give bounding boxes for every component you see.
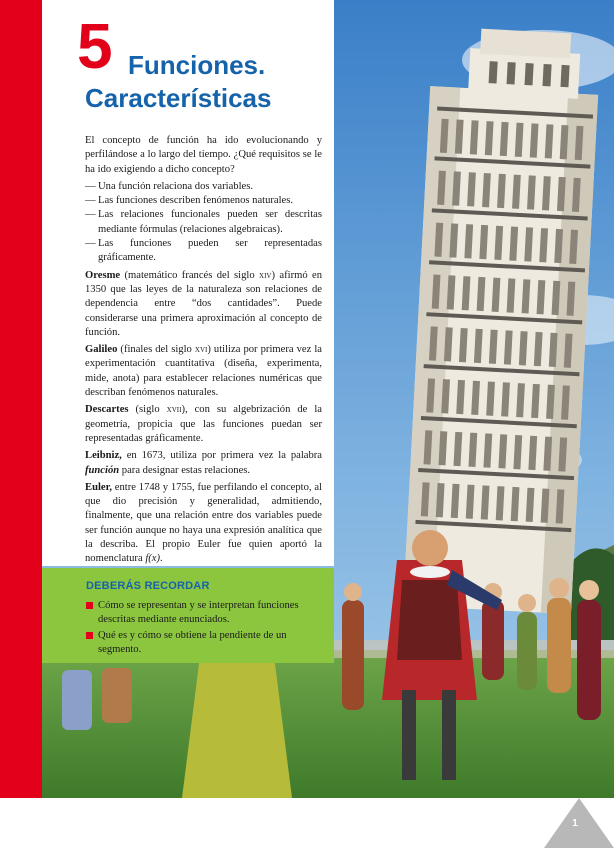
- list-item: — Las relaciones funcionales pueden ser descritas mediante fórmulas (relaciones algebraicas).: [85, 209, 322, 235]
- funcion-word: función: [85, 464, 120, 476]
- euler-paragraph: Euler, entre 1748 y 1755, fue perfilando el concepto, al que dio precisión y generalidad, admitiendo, finalmente, que una relación entre dos variables puede ser función aunque no haya una expresión analítica que la describa. El propio Euler fue quien aportó la nomenclatura f(x).: [85, 481, 322, 565]
- red-square-bullet-icon: [86, 632, 93, 639]
- euler-name: Euler,: [85, 481, 112, 493]
- list-item: Cómo se representan y se interpretan funciones descritas mediante enunciados.: [86, 599, 326, 627]
- list-item: — Las funciones pueden ser representadas gráficamente.: [85, 238, 322, 264]
- dash-marker: —: [85, 195, 96, 207]
- red-side-band: [0, 0, 42, 798]
- galileo-name: Galileo: [85, 344, 118, 356]
- chapter-number: 5: [77, 10, 113, 82]
- galileo-paragraph: Galileo (finales del siglo xvi) utiliza por primera vez la experimentación cuantitativa (diseña, experimenta, mide, anota) para establecer relaciones numéricas que describan fenómenos naturales.: [85, 344, 323, 399]
- page-number: 1: [572, 818, 578, 829]
- body-text: [85, 134, 322, 570]
- leibniz-name: Leibniz,: [85, 450, 122, 462]
- requirements-list: [85, 180, 322, 266]
- dash-marker: —: [85, 238, 96, 250]
- oresme-paragraph: Oresme (matemático francés del siglo xiv) afirmó en 1350 que las leyes de la naturaleza son relaciones de dependencia entre “dos cantidades”. Puede considerarse una primera aproximación al concepto de función.: [85, 269, 323, 338]
- fx-notation: f(x): [145, 553, 161, 565]
- intro-paragraph: El concepto de función ha ido evolucionando y perfilándose a lo largo del tiempo. ¿Qué requisitos se le ha ido exigiendo a dicho concepto?: [85, 135, 322, 175]
- chapter-title-line2: Características: [85, 83, 272, 113]
- leibniz-paragraph: Leibniz, en 1673, utiliza por primera vez la palabra función para designar estas relaciones.: [85, 450, 322, 476]
- list-item: — Una función relaciona dos variables.: [85, 180, 322, 194]
- dash-marker: —: [85, 209, 96, 221]
- list-item: — Las funciones describen fenómenos naturales.: [85, 194, 322, 208]
- oresme-name: Oresme: [85, 269, 121, 281]
- descartes-paragraph: Descartes (siglo xvii), con su algebrización de la geometría, propicia que las funciones puedan ser representadas gráficamente.: [85, 404, 322, 444]
- descartes-name: Descartes: [85, 404, 129, 416]
- recordar-list: [86, 599, 326, 659]
- red-square-bullet-icon: [86, 602, 93, 609]
- dash-marker: —: [85, 180, 96, 192]
- chapter-title-line1: Funciones.: [128, 50, 266, 80]
- deberas-recordar-box: [42, 568, 334, 663]
- recordar-heading: DEBERÁS RECORDAR: [86, 580, 210, 592]
- list-item: Qué es y cómo se obtiene la pendiente de un segmento.: [86, 629, 326, 657]
